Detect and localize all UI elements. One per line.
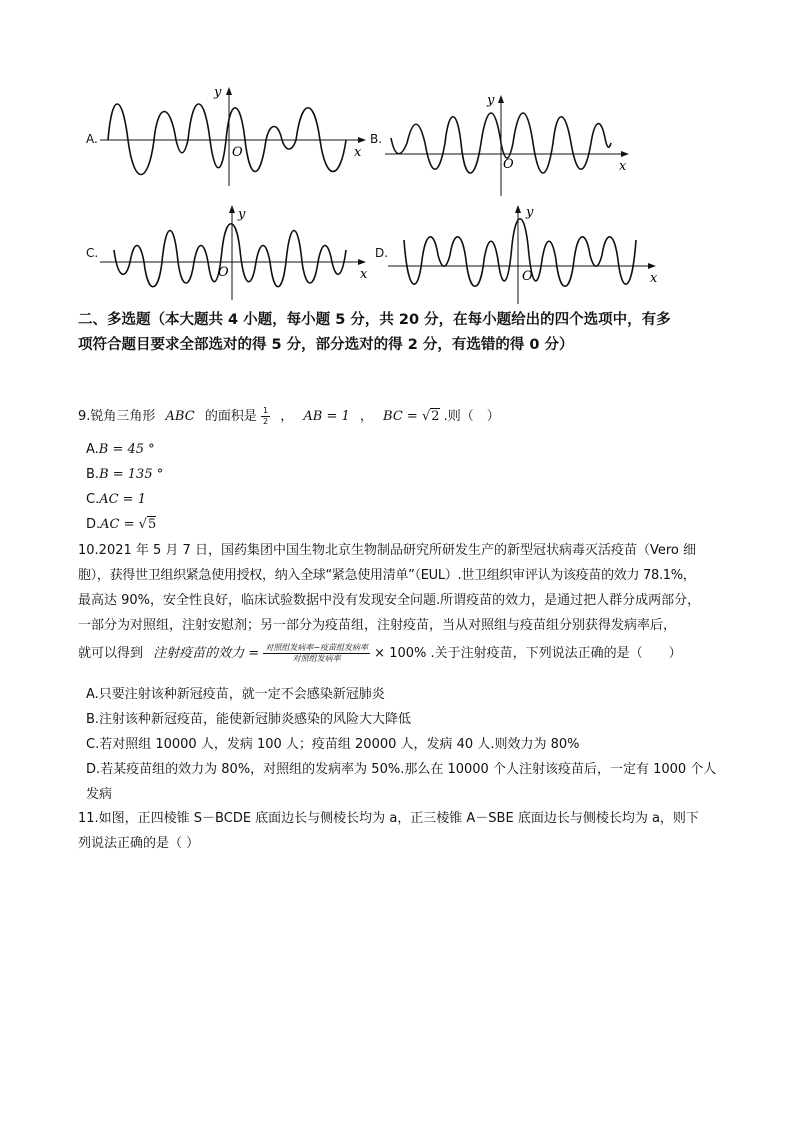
q9-choice-a: A.B = 45 °: [86, 442, 155, 457]
graph-a-label: A.: [86, 132, 98, 146]
graph-a-y-label: y: [214, 85, 222, 100]
q10-line5-suffix: .关于注射疫苗，下列说法正确的是（ ）: [430, 646, 682, 661]
question-10-stem: [78, 538, 700, 670]
question-11-stem: [78, 806, 699, 856]
y-axis-arrow: [498, 95, 504, 103]
q9-area-den: 2: [262, 417, 269, 426]
graph-c: [100, 200, 370, 305]
y-axis-arrow: [515, 205, 521, 213]
graph-c-y-label: y: [238, 207, 246, 222]
q9-area-fraction: [261, 406, 270, 427]
q9-choice-d: D.AC = √5: [86, 517, 157, 532]
graph-a: [100, 82, 370, 192]
q9-prefix: 9.锐角三角形: [78, 409, 156, 424]
y-axis-arrow: [226, 87, 232, 95]
q10-choice-c: C.若对照组 10000 人，发病 100 人；疫苗组 20000 人，发病 40 人.则效力为 80%: [86, 737, 580, 752]
q10-formula-fraction: $\frac{\text{对照组发病率−疫苗组发病率}}{\text{对照组发病率}}$: [265, 643, 369, 663]
q10-formula-tail: × 100%: [374, 646, 427, 661]
q9-area-num: 1: [262, 406, 269, 415]
graph-d-origin-label: O: [522, 269, 533, 284]
q10-choice-a: A.只要注射该种新冠疫苗，就一定不会感染新冠肺炎: [86, 687, 385, 702]
question-9-stem: 9.锐角三角形 ABC 的面积是 $\frac{1}{2}$ ， AB = 1 ， BC = √2 .则（ ）: [78, 406, 500, 426]
y-axis-arrow: [229, 205, 235, 213]
graph-a-origin-label: O: [232, 145, 243, 160]
graph-b-label: B.: [370, 132, 383, 146]
graph-a-curve: [108, 104, 346, 175]
q11-line1: 11.如图，正四棱锥 S－BCDE 底面边长与侧棱长均为 a，正三棱锥 A－SBE 底面边长与侧棱长均为 a，则下: [78, 811, 699, 826]
graph-d-y-label: y: [526, 205, 534, 220]
q10-line4: 一部分为对照组，注射安慰剂；另一部分为疫苗组，注射疫苗，当从对照组与疫苗组分别获得发病率后，: [78, 618, 677, 633]
x-axis-arrow: [358, 137, 366, 143]
graph-b-origin-label: O: [503, 157, 514, 172]
q10-choice-d: D.若某疫苗组的效力为 80%，对照组的发病率为 50%.那么在 10000 个人注射该疫苗后，一定有 1000 个人 发病: [86, 762, 717, 802]
q10-choice-b: B.注射该种新冠疫苗，能使新冠肺炎感染的风险大大降低: [86, 712, 412, 727]
graph-d: [388, 200, 663, 305]
q10-line5: 就可以得到 注射疫苗的效力 = $\frac{\text{对照组发病率−疫苗组发病率}}{\text{对照组发病率}}$ × 100% .关于注射疫苗，下列说法正确的是（ ）: [78, 643, 682, 663]
q10-line1: 10.2021 年 5 月 7 日，国药集团中国生物北京生物制品研究所研发生产的新型冠状病毒灭活疫苗（Vero 细: [78, 543, 696, 558]
x-axis-arrow: [648, 263, 656, 269]
q9-suffix: .则（ ）: [443, 409, 500, 424]
q11-line2: 列说法正确的是（ ）: [78, 836, 200, 851]
section-heading-line2: 项符合题目要求全部选对的得 5 分，部分选对的得 2 分，有选错的得 0 分）: [78, 337, 574, 353]
q9-triangle: ABC: [165, 409, 195, 424]
section-heading: [78, 308, 718, 358]
graph-d-label: D.: [375, 246, 389, 260]
graph-c-curve: [114, 224, 346, 287]
q9-choice-b: B.B = 135 °: [86, 467, 164, 482]
graph-c-x-label: x: [360, 267, 368, 282]
q9-choice-c: C.AC = 1: [86, 492, 146, 507]
q10-formula-lhs: 注射疫苗的效力 =: [153, 646, 260, 661]
q9-bc: BC = √2: [383, 409, 440, 424]
q10-line3: 最高达 90%，安全性良好，临床试验数据中没有发现安全问题.所谓疫苗的效力，是通过把人群分成两部分，: [78, 593, 701, 608]
graph-b-x-label: x: [619, 159, 627, 174]
q9-mid: 的面积是: [204, 409, 257, 424]
x-axis-arrow: [358, 259, 366, 265]
graph-b-y-label: y: [487, 93, 495, 108]
graph-a-x-label: x: [354, 145, 362, 160]
graph-d-curve: [404, 219, 636, 287]
section-heading-line1: 二、多选题（本大题共 4 小题，每小题 5 分，共 20 分，在每小题给出的四个选项中，有多: [78, 312, 671, 328]
graph-c-origin-label: O: [218, 265, 229, 280]
graph-d-x-label: x: [650, 271, 658, 286]
q10-line2: 胞），获得世卫组织紧急使用授权，纳入全球“紧急使用清单”（EUL）.世卫组织审评认为该疫苗的效力 78.1%，: [78, 568, 696, 583]
x-axis-arrow: [621, 151, 629, 157]
graph-b: [385, 88, 635, 198]
q9-ab: AB = 1: [303, 409, 350, 424]
graph-c-label: C.: [86, 246, 99, 260]
